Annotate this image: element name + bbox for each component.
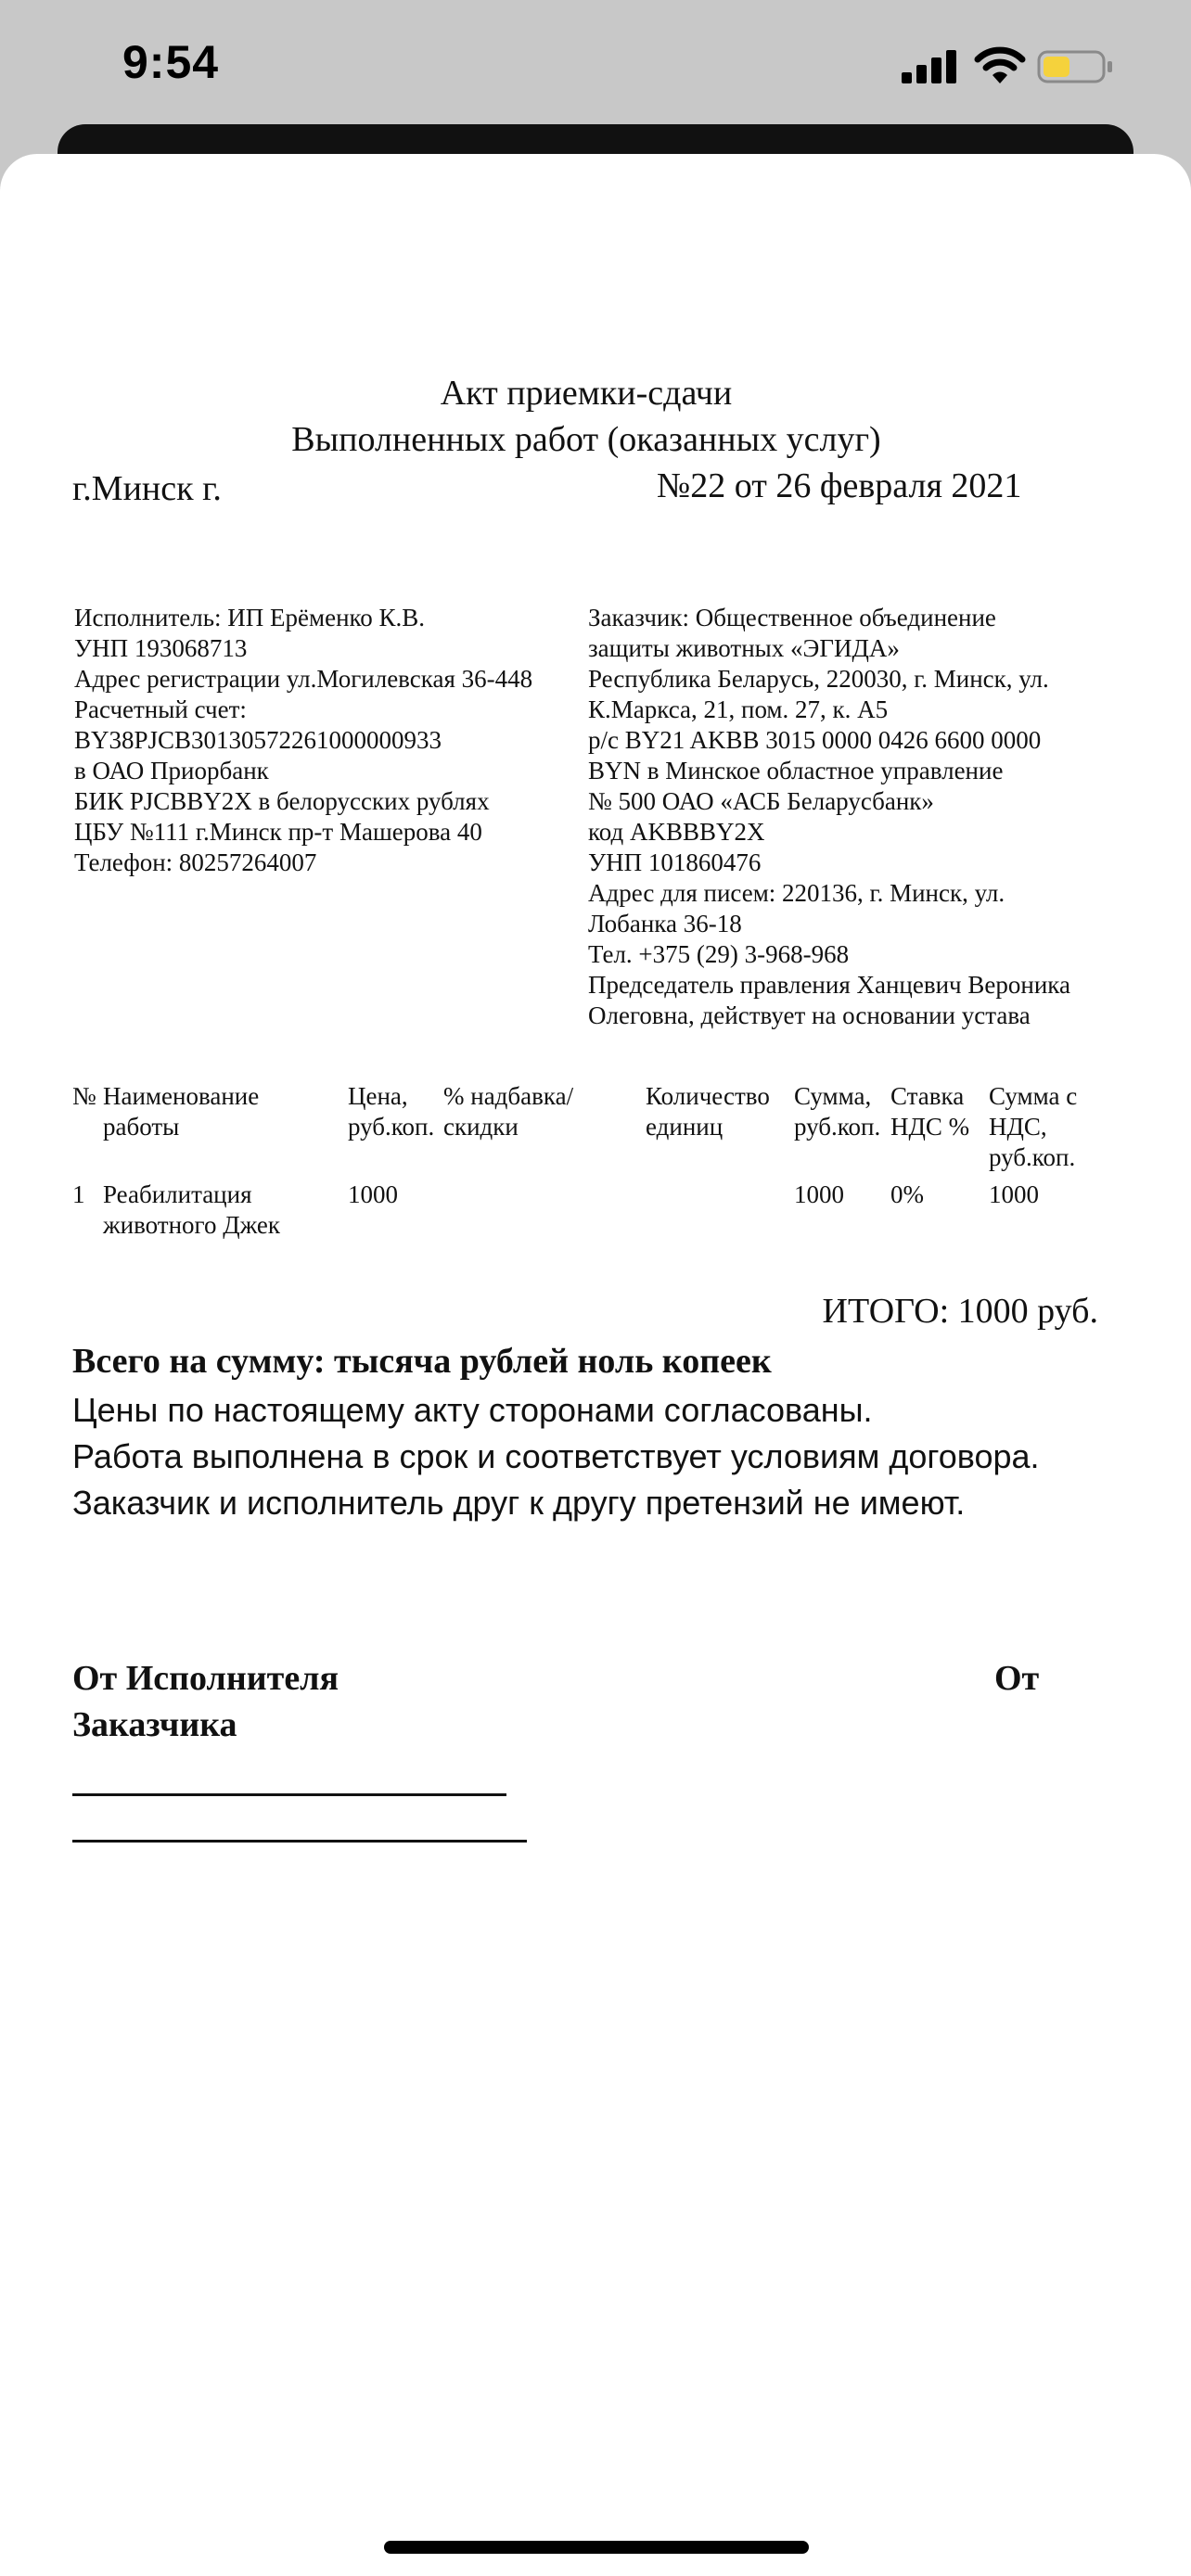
customer-line: защиты животных «ЭГИДА» <box>588 634 900 662</box>
document-title: Акт приемки-сдачи <box>440 374 733 413</box>
signature-customer-label-cont: Заказчика <box>72 1705 237 1744</box>
wifi-icon <box>974 46 1026 85</box>
document-number-date: №22 от 26 февраля 2021 <box>657 466 1022 505</box>
executor-line: Расчетный счет: <box>74 695 247 723</box>
statement-line: Цены по настоящему акту сторонами согласованы. <box>72 1391 873 1429</box>
document-page <box>0 154 1191 2576</box>
executor-line: ЦБУ №111 г.Минск пр-т Машерова 40 <box>74 818 482 846</box>
executor-line: BY38PJCB30130572261000000933 <box>74 726 442 754</box>
executor-line: Телефон: 80257264007 <box>74 848 317 876</box>
customer-line: Заказчик: Общественное объединение <box>588 604 996 631</box>
table-header-price <box>348 1081 434 1142</box>
executor-line: УНП 193068713 <box>74 634 248 662</box>
table-header-text: Цена, <box>348 1082 408 1110</box>
table-header-text: работы <box>103 1113 180 1141</box>
table-cell-vat-rate: 0% <box>890 1180 924 1208</box>
table-header-text: Сумма, <box>794 1082 872 1110</box>
home-indicator[interactable] <box>384 2541 809 2554</box>
battery-level <box>1044 57 1069 77</box>
signature-line-executor <box>72 1793 506 1796</box>
customer-line: Адрес для писем: 220136, г. Минск, ул. <box>588 879 1005 907</box>
executor-line: Адрес регистрации ул.Могилевская 36-448 <box>74 665 533 693</box>
table-header-text: руб.коп. <box>989 1143 1076 1171</box>
customer-line: код AKBBBY2X <box>588 818 765 846</box>
table-header-text: НДС % <box>890 1113 970 1141</box>
table-cell-text: Реабилитация <box>103 1180 252 1208</box>
cellular-signal-icon <box>902 50 959 83</box>
table-header-text: руб.коп. <box>348 1113 435 1141</box>
customer-line: УНП 101860476 <box>588 848 762 876</box>
table-cell-text: животного Джек <box>103 1211 281 1239</box>
agreement-statements <box>72 1387 1111 1526</box>
table-cell-price: 1000 <box>348 1180 398 1208</box>
statement-line: Работа выполнена в срок и соответствует условиям договора. <box>72 1437 1040 1475</box>
document-city: г.Минск г. <box>72 469 222 508</box>
table-cell-sum-vat: 1000 <box>989 1180 1039 1208</box>
table-header-vat-rate <box>890 1081 969 1142</box>
table-header-text: Ставка <box>890 1082 965 1110</box>
table-header-text: скидки <box>443 1113 519 1141</box>
executor-line: БИК PJCBBY2X в белорусских рублях <box>74 787 490 815</box>
total-in-words: Всего на сумму: тысяча рублей ноль копеек <box>72 1342 772 1381</box>
customer-line: № 500 ОАО «АСБ Беларусбанк» <box>588 787 934 815</box>
table-header-text: единиц <box>646 1113 724 1141</box>
total-amount: ИТОГО: 1000 руб. <box>822 1292 1098 1331</box>
customer-line: К.Маркса, 21, пом. 27, к. А5 <box>588 695 889 723</box>
customer-line: Тел. +375 (29) 3-968-968 <box>588 940 850 968</box>
table-header-num: № <box>72 1082 96 1110</box>
executor-details <box>74 603 532 878</box>
table-header-qty <box>646 1081 770 1142</box>
document <box>0 154 1191 2576</box>
customer-line: BYN в Минское областное управление <box>588 757 1004 784</box>
table-header-name <box>103 1081 259 1142</box>
document-subtitle: Выполненных работ (оказанных услуг) <box>291 420 881 459</box>
signature-executor-label: От Исполнителя <box>72 1659 339 1698</box>
table-header-text: Количество <box>646 1082 770 1110</box>
table-header-markup <box>443 1081 573 1142</box>
table-cell-name <box>103 1180 280 1241</box>
customer-details <box>588 603 1070 1031</box>
table-header-text: руб.коп. <box>794 1113 881 1141</box>
table-cell-num: 1 <box>72 1180 85 1208</box>
executor-line: в ОАО Приорбанк <box>74 757 269 784</box>
statement-line: Заказчик и исполнитель друг к другу претензий не имеют. <box>72 1484 966 1522</box>
customer-line: Лобанка 36-18 <box>588 910 742 937</box>
table-header-text: % надбавка/ <box>443 1082 574 1110</box>
battery-icon <box>1037 50 1113 83</box>
status-bar <box>0 0 1191 130</box>
table-header-sum-vat <box>989 1081 1077 1173</box>
customer-line: Олеговна, действует на основании устава <box>588 1001 1031 1029</box>
customer-line: Председатель правления Ханцевич Вероника <box>588 971 1070 999</box>
signature-customer-label: От <box>994 1659 1040 1698</box>
signature-line-customer <box>72 1840 527 1843</box>
executor-line: Исполнитель: ИП Ерёменко К.В. <box>74 604 426 631</box>
table-header-text: Сумма с <box>989 1082 1078 1110</box>
customer-line: р/с BY21 AKBB 3015 0000 0426 6600 0000 <box>588 726 1042 754</box>
table-header-sum <box>794 1081 880 1142</box>
table-header-text: Наименование <box>103 1082 260 1110</box>
status-time: 9:54 <box>122 36 220 88</box>
table-cell-sum: 1000 <box>794 1180 844 1208</box>
customer-line: Республика Беларусь, 220030, г. Минск, ул. <box>588 665 1049 693</box>
table-header-text: НДС, <box>989 1113 1047 1141</box>
